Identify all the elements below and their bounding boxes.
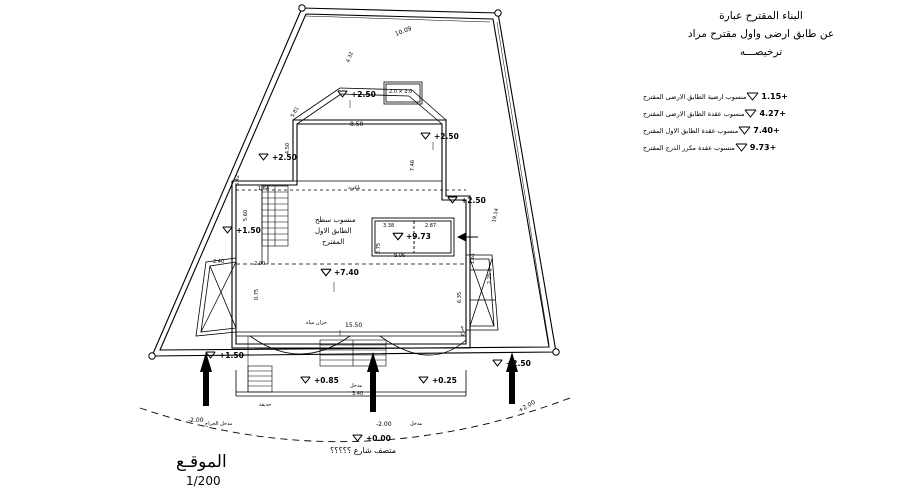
dimension-text: 2.75	[376, 242, 383, 255]
dimension-text: 4.32	[345, 51, 355, 64]
dimension-text: 3.38	[383, 223, 395, 229]
dimension-text: 5.60	[243, 209, 250, 222]
level-marker-icon	[320, 268, 333, 277]
sheet-scale: 1/200	[186, 474, 221, 488]
level-tag	[420, 132, 459, 141]
level-tag	[418, 376, 457, 385]
dimension-text: 8.06	[394, 253, 406, 259]
level-marker-icon	[735, 143, 748, 152]
legend-description: منسوب عقدة الطابق الاول المقترح	[643, 126, 739, 135]
title-line-3: ترخيصـــه	[739, 46, 783, 58]
dimension-text: 7.46	[410, 159, 417, 172]
annotation-garden: حديقة	[259, 402, 272, 408]
dimension-text: 8.50	[350, 121, 364, 128]
legend-value: +1.15	[761, 92, 788, 101]
dimension-text: 10.09	[394, 25, 413, 38]
roof-note-line-2: الطابق الاول	[315, 227, 352, 235]
legend-description: منسوب ارضية الطابق الارضى المقترح	[643, 92, 747, 101]
dimension-text: -2.00	[376, 421, 392, 428]
level-value: +2.50	[461, 196, 486, 205]
level-value: +9.73	[406, 232, 431, 241]
dimension-text: 1.64	[258, 186, 270, 192]
annotation-entrance-2: مدخل	[410, 421, 423, 427]
legend-description: منسوب عقدة الطابق الارضى المقترح	[643, 109, 745, 118]
level-tag	[447, 196, 486, 205]
annotation-entrance: مدخل	[350, 383, 363, 389]
level-value: +0.25	[432, 376, 457, 385]
legend-description: منسوب عقدة مكرر الدرج المقترح	[643, 143, 735, 152]
level-value: +2.50	[351, 90, 376, 99]
dimension-text: 3.42	[235, 174, 242, 187]
level-marker-icon	[418, 376, 431, 385]
dimension-text: 19.14	[491, 207, 501, 224]
roof-stair-door-arrow	[458, 233, 478, 241]
dimension-text: 3.40	[352, 391, 364, 397]
dimension-text: +2.00	[517, 398, 537, 415]
level-tag	[300, 376, 339, 385]
level-value: +1.50	[219, 351, 244, 360]
dimension-text: 6.35	[457, 291, 464, 304]
level-marker-icon	[337, 90, 350, 99]
level-marker-icon	[205, 351, 218, 360]
sheet-title-footer: الموقـع	[176, 452, 227, 472]
dimension-text: 2.40	[213, 259, 225, 265]
plot-boundary	[152, 8, 556, 356]
legend-value: +4.27	[759, 109, 786, 118]
level-marker-icon	[746, 92, 759, 101]
legend-row	[637, 88, 882, 105]
staircase-main	[262, 186, 288, 246]
legend-value: +7.40	[753, 126, 780, 135]
title-block	[636, 10, 886, 64]
level-value: +0.00	[366, 434, 391, 443]
level-legend	[637, 88, 882, 156]
garage-block	[466, 252, 498, 330]
small-room-dimension: 2.0 × 2.0	[389, 89, 413, 95]
level-marker-icon	[447, 196, 460, 205]
dimension-text: 2.87	[425, 223, 437, 229]
roof-note-line-3: المقترح	[322, 238, 345, 246]
annotation-garage: جراج	[459, 325, 465, 336]
dimension-text: 4.50	[285, 142, 292, 155]
level-marker-icon	[492, 359, 505, 368]
level-marker-icon	[352, 434, 365, 443]
dimension-text: 2.00	[254, 261, 266, 267]
level-tag	[320, 268, 359, 277]
dimension-text: 2.25	[487, 272, 494, 285]
left-side-block	[196, 258, 236, 336]
legend-row	[637, 105, 882, 122]
level-marker-icon	[420, 132, 433, 141]
dimension-text: 0.75	[254, 288, 261, 301]
level-leader-lines	[334, 100, 433, 292]
dimension-text: 15.50	[345, 322, 363, 329]
dimension-text: 5.81	[289, 105, 301, 119]
access-arrows	[200, 352, 518, 412]
annotation-garage-entrance: مدخل الجراج	[205, 421, 233, 427]
level-tag	[337, 90, 376, 99]
boundary-corner-nodes	[149, 5, 559, 359]
annotation-balcony: بلكونة	[348, 185, 361, 191]
level-marker-icon	[744, 109, 757, 118]
level-value: +0.85	[314, 376, 339, 385]
front-left-steps	[248, 366, 272, 392]
level-marker-icon	[738, 126, 751, 135]
legend-value: +9.73	[749, 143, 777, 152]
title-line-1: البناء المقترح عبارة	[719, 10, 803, 22]
dimension-text: 1.61	[470, 252, 477, 265]
level-tag	[392, 232, 431, 241]
level-tag	[352, 434, 391, 443]
level-tag	[205, 351, 244, 360]
legend-row	[637, 122, 882, 139]
level-value: +7.40	[334, 268, 359, 277]
level-value: +1.50	[236, 226, 261, 235]
level-tag	[258, 153, 297, 162]
level-marker-icon	[222, 226, 235, 235]
level-tag	[222, 226, 261, 235]
level-value: +2.50	[434, 132, 459, 141]
annotation-water-tank: خزان مياه	[306, 320, 327, 326]
level-value: +2.50	[506, 359, 531, 368]
level-value: +2.50	[272, 153, 297, 162]
roof-note-line-1: منسوب سطح	[315, 216, 356, 224]
dimension-text: -2.00	[188, 417, 204, 424]
street-label: متصف شارع ؟؟؟؟؟	[330, 446, 397, 455]
level-marker-icon	[300, 376, 313, 385]
level-marker-icon	[258, 153, 271, 162]
level-tag	[492, 359, 531, 368]
legend-row	[637, 139, 882, 156]
title-line-2: عن طابق ارضى واول مقترح مراد	[687, 28, 835, 40]
level-marker-icon	[392, 232, 405, 241]
